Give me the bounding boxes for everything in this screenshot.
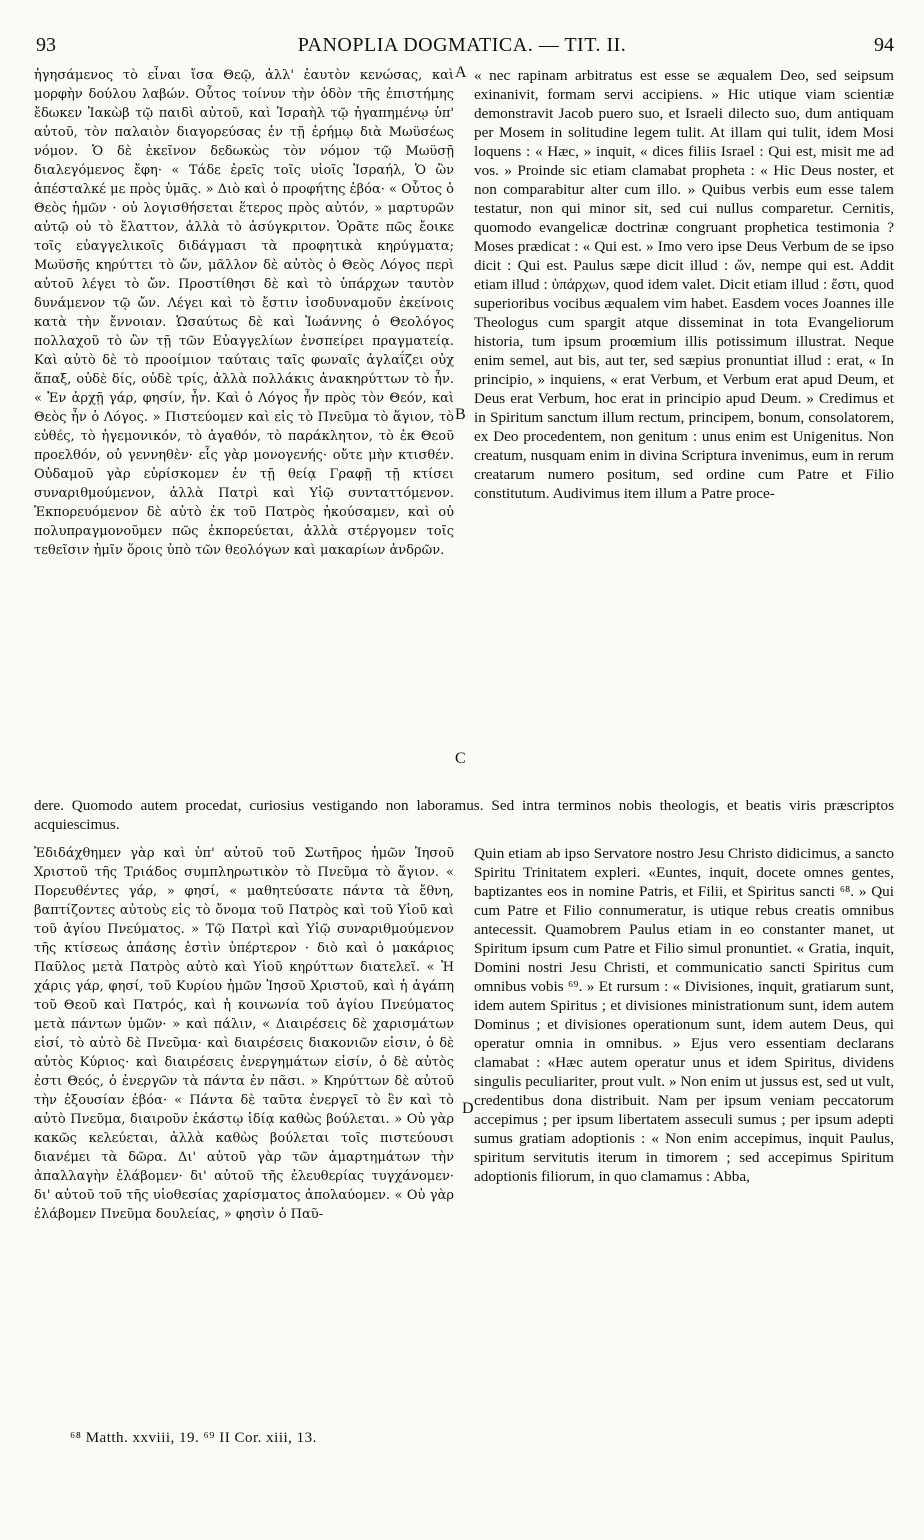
greek-column-upper: ἡγησάμενος τὸ εἶναι ἴσα Θεῷ, ἀλλ' ἑαυτὸν κενώσας, καὶ μορφὴν δούλου λαβών. Οὗτος τοίνυν τὴν ὁδὸν τῆς ἐπιστήμης ἔδωκεν Ἰακὼβ τῷ παιδὶ αὐτοῦ, καὶ Ἰσραὴλ τῷ ἠγαπημένῳ ὑπ' αὐτοῦ, τὸν παλαιὸν διαγορεύσας ἐν τῇ ἐρήμῳ διὰ Μωϋσέως νόμον. Ὁ δὲ ἐκεῖνον δεδωκὼς τὸν νόμον τῷ Μωϋσῇ διαλεγόμενος ἔφη· « Τάδε ἐρεῖς τοῖς υἱοῖς Ἰσραήλ, Ὁ ὢν ἀπέσταλκέ με πρὸς ὑμᾶς. » Διὸ καὶ ὁ προφήτης ἐβόα· « Οὗτος ὁ Θεὸς ἡμῶν · οὐ λογισθήσεται ἕτερος πρὸς αὐτόν, » μαρτυρῶν αὐτῷ οὐ τὸ ἔλαττον, ἀλλὰ τὸ ἀσύγκριτον. Ὁρᾶτε πῶς ἔοικε τοῖς εὐαγγελικοῖς διδάγμασι τὰ προφητικὰ κηρύγματα; Μωϋσῆς κηρύττει τὸ ὤν, μᾶλλον δὲ αὐτὸς ὁ Θεὸς Λόγος περὶ αὐτοῦ λέγει τὸ ὤν. Προστίθησι δὲ καὶ τὸ ὑπάρχων ταυτὸν δυνάμενον τῷ ὤν. Λέγει καὶ τὸ ἔστιν ἰσοδυναμοῦν ἐκείνοις κατὰ τὴν ἔννοιαν. Ὡσαύτως δὲ καὶ Ἰωάννης ὁ Θεολόγος πολλαχοῦ τὸ ὢν τῇ τῶν Εὐαγγελίων ἐνσπείρει πραγματείᾳ. Καὶ αὐτὸ δὲ τὸ προοίμιον ταύταις ταῖς φωναῖς ἀγλαΐζει οὐχ ἅπαξ, οὐδὲ δίς, οὐδὲ τρίς, ἀλλὰ πολλάκις ἀνακηρύττων τὸ ἦν. « Ἐν ἀρχῇ γάρ, φησίν, ἦν. Καὶ ὁ Λόγος ἦν πρὸς τὸν Θεόν, καὶ Θεὸς ἦν ὁ Λόγος. » Πιστεύομεν καὶ εἰς τὸ Πνεῦμα τὸ ἅγιον, τὸ εὐθές, τὸ ἡγεμονικόν, τὸ ἀγαθόν, τὸ παράκλητον, τὸ ἐκ Θεοῦ προελθόν, οὐ γεννηθὲν· εἷς γὰρ μονογενής· οὔτε μὴν κτισθέν. Οὐδαμοῦ γὰρ εὑρίσκομεν ἐν τῇ θείᾳ Γραφῇ τῇ κτίσει συναριθμούμενον, ἀλλὰ Πατρὶ καὶ Υἱῷ συνταττόμενον. Ἐκπορευόμενον δὲ αὐτὸ ἐκ τοῦ Πατρὸς ἠκούσαμεν, καὶ οὐ πολυπραγμονοῦμεν πῶς ἐκπορεύεται, ἀλλὰ στέργομεν τοῖς τεθεῖσιν ἡμῖν ὅροις ὑπὸ τῶν θεολόγων καὶ μακαρίων ἀνδρῶν. [34, 68, 454, 558]
page-number-left: 93 [36, 34, 56, 56]
running-header [30, 34, 894, 62]
latin-column-upper: « nec rapinam arbitratus est esse se æqualem Deo, sed seipsum exinanivit, formam servi accipiens. » Hic utique viam scientiæ demonstravit Jacob puero suo, et Israeli dilecto suo, dum antiquam per Mosem in solitudine legem tulit. At illam qui tulit, idem Mosi loquens : « Hæc, » inquit, « dices filiis Israel : Qui est, misit me ad vos. » Proinde sic etiam clamabat propheta : « Hic Deus noster, et non comparabitur alter cum illo. » Quibus verbis eum esse talem testatur, non qui minor sit, sed cui nullus comparetur. Cernitis, quomodo evangelicæ doctrinæ congruant prophetica testimonia ? Moses prædicat : « Qui est. » Imo vero ipse Deus Verbum de se ipso dicit : Qui est. Paulus sæpe dicit illud : ὤν, nempe qui est. Addit etiam illud : ὑπάρχων, quod idem valet. Dicit etiam illud : ἔστι, quod superioribus vocibus æqualem vim habet. Easdem voces Joannes ille Theologus cum spargit atque disseminat in tota Evangeliorum historia, tum ipsum proœmium illis potissimum illustrat. Neque enim semel, aut bis, aut ter, sed sæpius pronuntiat illud : erat, « In principio, » inquiens, « erat Verbum, et Verbum erat apud Deum, et Deus erat Verbum, hoc erat in principio apud Deum. » Credimus et in Spiritum sanctum illum rectum, principem, bonum, consolatorem, ex Deo procedentem, non genitum : unus enim est Unigenitus. Non creatum, nusquam enim in divina Scriptura invenimus, eum in rerum creatarum numero positum, sed ordine cum Patre et Filio constitutum. Audivimus item illum a Patre proce- [474, 67, 894, 502]
latin-column-lower: Quin etiam ab ipso Servatore nostro Jesu Christo didicimus, a sancto Spiritu Trinitatem expleri. «Euntes, inquit, docete omnes gentes, baptizantes eos in nomine Patris, et Filii, et Spiritus sancti ⁶⁸. » Qui cum Patre et Filio connumeratur, is utique rebus creatis omnibus antecessit. Quamobrem Paulus etiam in eo constanter manet, ut Spiritum ipsum cum Patre et Filio simul pronuntiet. « Gratia, inquit, Domini nostri Jesu Christi, et communicatio sancti Spiritus cum omnibus vobis ⁶⁹. » Et rursum : « Divisiones, inquit, gratiarum sunt, idem autem Spiritus ; et divisiones ministrationum sunt, idem autem Dominus ; et divisiones operationum sunt, idem autem Deus, qui operatur omnia in omnibus. » Ejus vero essentiam declarans clamabat : «Hæc autem operatur unus et idem Spiritus, dividens singulis peculiariter, prout vult. » Non enim ut jussus est, sed ut vult, credentibus dona distribuit. Nam per ipsum veniam peccatorum accepimus ; per ipsum libertatem asseculi sumus ; per ipsum adepti sumus gratiam adoptionis : « Non enim accepimus, inquit Paulus, spiritum servitutis iterum in timorem ; sed accepimus Spiritum adoptionis filiorum, in quo clamamus : Abba, [474, 845, 894, 1185]
margin-letter-c: C [455, 750, 466, 767]
greek-column-lower: Ἐδιδάχθημεν γὰρ καὶ ὑπ' αὐτοῦ τοῦ Σωτῆρος ἡμῶν Ἰησοῦ Χριστοῦ τῆς Τριάδος συμπληρωτικὸν τὸ Πνεῦμα τὸ ἅγιον. « Πορευθέντες γάρ, » φησί, « μαθητεύσατε πάντα τὰ ἔθνη, βαπτίζοντες αὐτοὺς εἰς τὸ ὄνομα τοῦ Πατρὸς καὶ τοῦ Υἱοῦ καὶ τοῦ ἁγίου Πνεύματος. » Τῷ Πατρὶ καὶ Υἱῷ συναριθμούμενον τῆς κτίσεως ἁπάσης ἐστὶν ὑπέρτερον · διὸ καὶ ὁ μακάριος Παῦλος μετὰ Πατρὸς αὐτὸ καὶ Υἱοῦ κηρύττων διατελεῖ. « Ἡ χάρις γάρ, φησί, τοῦ Κυρίου ἡμῶν Ἰησοῦ Χριστοῦ, καὶ ἡ ἀγάπη τοῦ Θεοῦ καὶ Πατρός, καὶ ἡ κοινωνία τοῦ ἁγίου Πνεύματος μετὰ πάντων ὑμῶν· » καὶ πάλιν, « Διαιρέσεις δὲ χαρισμάτων εἰσί, τὸ αὐτὸ δὲ Πνεῦμα· καὶ διαιρέσεις διακονιῶν εἰσιν, ὁ δὲ αὐτὸς Κύριος· καὶ διαιρέσεις ἐνεργημάτων εἰσίν, ὁ δὲ αὐτὸς ἐστι Θεός, ὁ ἐνεργῶν τὰ πάντα ἐν πᾶσι. » Κηρύττων δὲ αὐτοῦ τὴν ἐξουσίαν ἐβόα· « Πάντα δὲ ταῦτα ἐνεργεῖ τὸ ἓν καὶ τὸ αὐτὸ Πνεῦμα, διαιροῦν ἑκάστῳ ἰδίᾳ καθὼς βούλεται. » Οὐ γὰρ κακῶς κελεύεται, ἀλλὰ καθὼς βούλεται τοῖς πιστεύουσι διανέμει τὰ δῶρα. Δι' αὐτοῦ γὰρ τῶν ἁμαρτημάτων τὴν ἀπαλλαγὴν ἐλάβομεν· δι' αὐτοῦ τῆς ἐλευθερίας τυγχάνομεν· δι' αὐτοῦ τοῦ τῆς υἱοθεσίας χαρίσματος ἀπολαύομεν. « Οὐ γὰρ ἐλάβομεν Πνεῦμα δουλείας, » φησὶν ὁ Παῦ- [34, 846, 454, 1222]
page-number-right: 94 [874, 34, 894, 56]
full-width-continuation: dere. Quomodo autem procedat, curiosius vestigando non laboramus. Sed intra terminos nobis theologis, et beatis viris præscriptos acquiescimus. [34, 797, 894, 833]
margin-letter-b: B [455, 406, 466, 423]
margin-letter-a: A [455, 64, 467, 81]
margin-letter-d: D [462, 1100, 474, 1117]
footnotes: ⁶⁸ Matth. xxviii, 19. ⁶⁹ II Cor. xiii, 13. [70, 1430, 317, 1446]
running-title: PANOPLIA DOGMATICA. — TIT. II. [297, 34, 627, 56]
